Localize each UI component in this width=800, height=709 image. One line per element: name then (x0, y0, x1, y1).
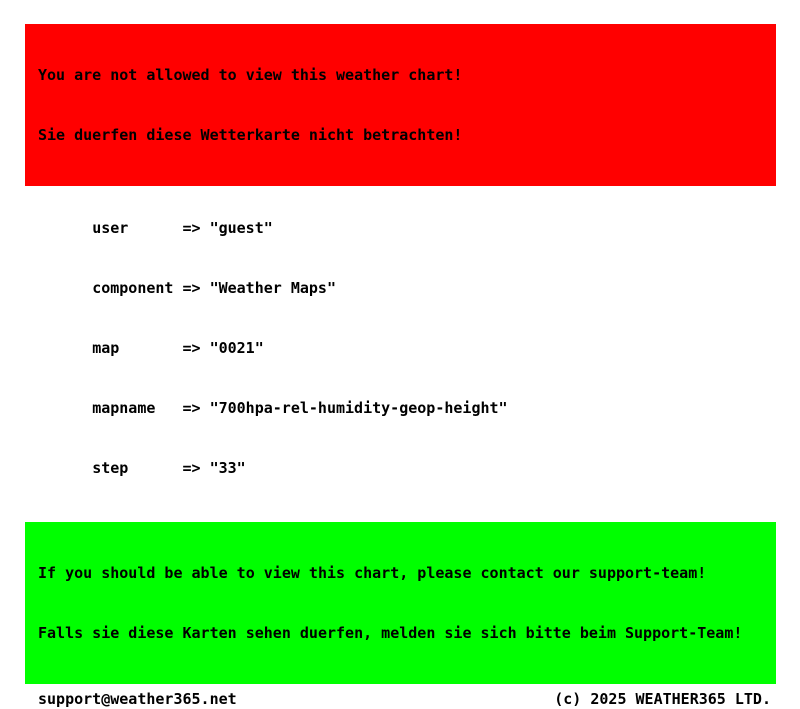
param-value: "Weather Maps" (209, 279, 336, 297)
copyright-notice: (c) 2025 WEATHER365 LTD. (554, 690, 771, 708)
param-row-map (38, 318, 800, 378)
param-value: "33" (209, 459, 246, 477)
error-message-de: Sie duerfen diese Wetterkarte nicht betrachten! (38, 126, 463, 144)
param-arrow: => (182, 279, 201, 297)
request-parameters (38, 198, 800, 498)
param-value: "guest" (209, 219, 273, 237)
support-email: support@weather365.net (38, 690, 237, 708)
support-banner (25, 522, 776, 684)
footer (25, 689, 776, 709)
error-message-en: You are not allowed to view this weather chart! (38, 66, 463, 84)
error-banner (25, 24, 776, 186)
param-arrow: => (182, 219, 201, 237)
support-message-en: If you should be able to view this chart, please contact our support-team! (38, 564, 707, 582)
param-arrow: => (182, 459, 201, 477)
param-key: step (92, 459, 129, 477)
param-key: component (92, 279, 174, 297)
support-message-de: Falls sie diese Karten sehen duerfen, melden sie sich bitte beim Support-Team! (38, 624, 743, 642)
param-row-user (38, 198, 800, 258)
param-arrow: => (182, 399, 201, 417)
param-row-mapname (38, 378, 800, 438)
param-row-step (38, 438, 800, 498)
param-row-component (38, 258, 800, 318)
param-key: user (92, 219, 129, 237)
param-value: "0021" (209, 339, 264, 357)
param-key: map (92, 339, 120, 357)
param-value: "700hpa-rel-humidity-geop-height" (209, 399, 508, 417)
param-key: mapname (92, 399, 156, 417)
param-arrow: => (182, 339, 201, 357)
